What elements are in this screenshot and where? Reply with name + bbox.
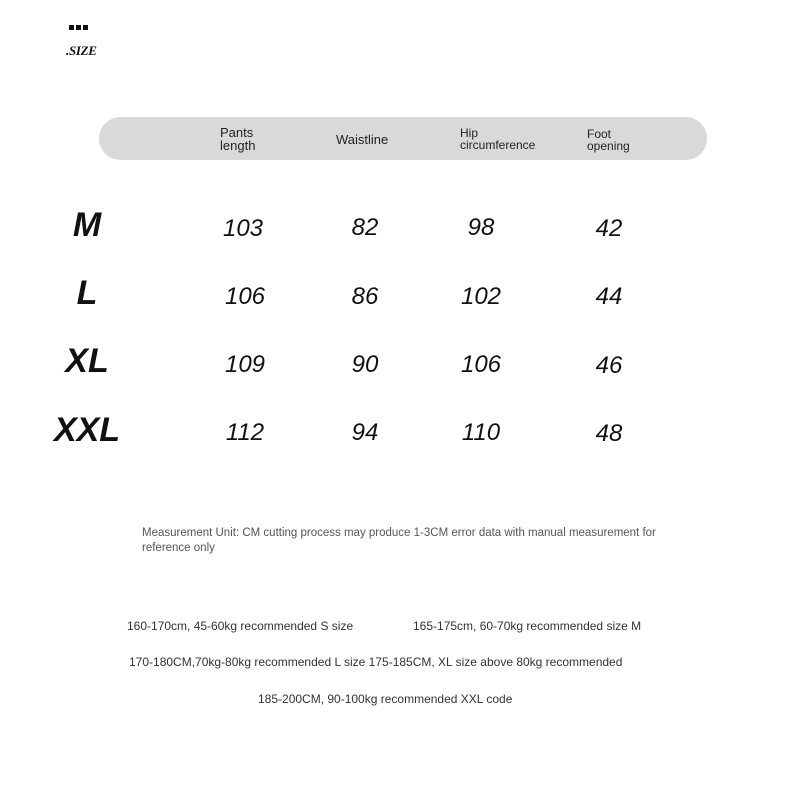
cell-hip: 102	[460, 283, 502, 310]
cell-hip: 98	[467, 214, 495, 241]
size-label: M	[72, 206, 102, 244]
logo-text: .SIZE	[66, 43, 97, 58]
cell-foot-opening: 46	[595, 352, 623, 379]
cell-foot-opening: 48	[595, 420, 623, 447]
cell-pants-length: 112	[225, 419, 265, 446]
header-waistline: Waistline	[336, 132, 389, 147]
logo-dots-icon	[69, 25, 88, 30]
cell-waistline: 82	[351, 214, 379, 241]
cell-pants-length: 103	[222, 215, 264, 242]
cell-hip: 106	[460, 351, 502, 378]
header-foot-opening: Foot opening	[587, 127, 630, 153]
cell-foot-opening: 44	[595, 283, 623, 310]
header-pants-length: Pants length	[220, 125, 256, 153]
recommendation-l-xl: 170-180CM,70kg-80kg recommended L size 175-185CM, XL size above 80kg recommended	[129, 655, 623, 669]
size-label: L	[76, 274, 98, 312]
cell-pants-length: 106	[224, 283, 266, 310]
recommendation-m: 165-175cm, 60-70kg recommended size M	[413, 619, 642, 633]
cell-hip: 110	[461, 419, 501, 446]
measurement-note: Measurement Unit: CM cutting process may produce 1-3CM error data with manual measurement for reference only	[142, 527, 656, 554]
cell-waistline: 90	[351, 351, 379, 378]
cell-waistline: 94	[351, 419, 379, 446]
header-hip-circumference: Hip circumference	[460, 126, 536, 152]
cell-waistline: 86	[351, 283, 379, 310]
recommendation-s: 160-170cm, 45-60kg recommended S size	[127, 619, 354, 633]
recommendation-xxl: 185-200CM, 90-100kg recommended XXL code	[258, 692, 513, 706]
size-label: XXL	[53, 411, 121, 449]
size-label: XL	[65, 342, 109, 380]
cell-foot-opening: 42	[595, 215, 623, 242]
cell-pants-length: 109	[224, 351, 266, 378]
